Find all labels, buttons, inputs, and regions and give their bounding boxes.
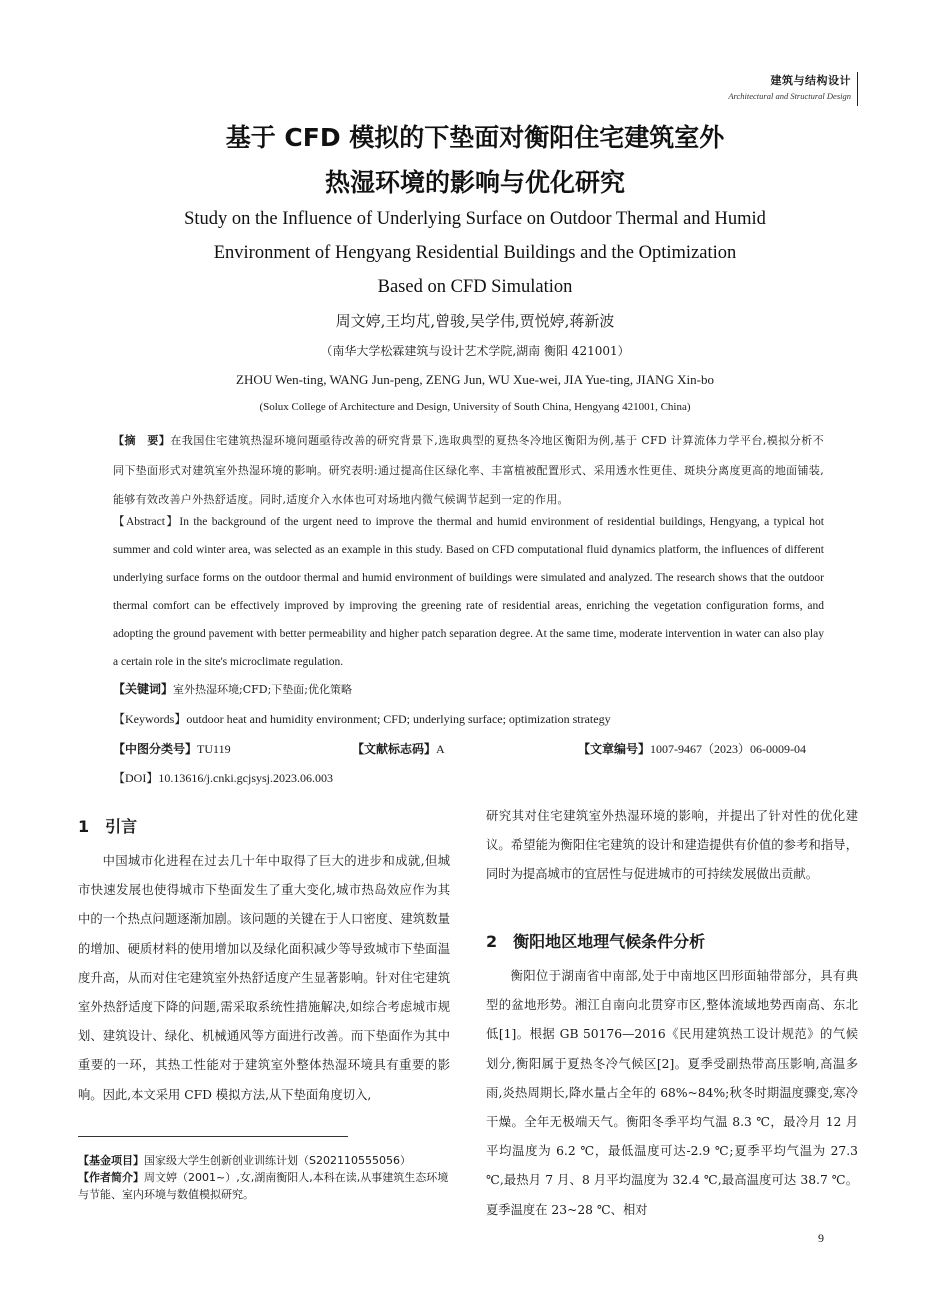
article-number (578, 740, 806, 757)
author-bio-text: 周文婷（2001~）,女,湖南衡阳人,本科在读,从事建筑生态环境与节能、室内环境与数值模拟研究。 (78, 1171, 449, 1201)
footnote-rule (78, 1136, 348, 1137)
abstract-en (113, 508, 824, 676)
classification-label: 【中图分类号】 (113, 742, 198, 756)
authors-en: ZHOU Wen-ting, WANG Jun-peng, ZENG Jun, WU Xue-wei, JIA Yue-ting, JIANG Xin-bo (236, 372, 714, 387)
document-code (352, 740, 445, 757)
article-number-label: 【文章编号】 (578, 742, 651, 756)
abstract-en-text: In the background of the urgent need to improve the thermal and humid environment of residential buildings, Hengyang, a typical hot summer and cold winter area, was selected as an example in this study. Based on CFD computational fluid dynamics platform, the influences of different underlying surface forms on the outdoor thermal and humid environment of buildings were simulated and analyzed. The research shows that the outdoor thermal comfort can be effectively improved by improving the greening rate of residential areas, enriching the vegetation configuration forms, and adopting the ground pavement with better permeability and higher patch separation degree. At the same time, moderate intervention in water can also play a certain role in the site's microclimate regulation. (113, 516, 824, 668)
document-code-value: A (436, 742, 445, 756)
abstract-cn-label: 【摘 要】 (113, 434, 171, 447)
classification-number (113, 740, 231, 757)
abstract-cn-text: 在我国住宅建筑热湿环境问题亟待改善的研究背景下,选取典型的夏热冬冷地区衡阳为例,基于 CFD 计算流体力学平台,模拟分析不同下垫面形式对建筑室外热湿环境的影响。研究表明:通过提高住区绿化率、丰富植被配置形式、采用透水性更佳、斑块分离度更高的地面铺装,能够有效改善户外热舒适度。同时,适度介入水体也可对场地内微气候调节起到一定的作用。 (113, 434, 824, 506)
section-1-heading: 1 引言 (78, 817, 138, 836)
footnotes (78, 1152, 456, 1203)
section-2-heading: 2 衡阳地区地理气候条件分析 (486, 932, 706, 951)
section-1-continuation-paragraph: 研究其对住宅建筑室外热湿环境的影响，并提出了针对性的优化建议。希望能为衡阳住宅建筑的设计和建造提供有价值的参考和指导，同时为提高城市的宜居性与促进城市的可持续发展做出贡献。 (486, 809, 858, 882)
title-cn-line-2: 热湿环境的影响与优化研究 (324, 168, 625, 197)
doi-label: 【DOI】 (113, 771, 159, 785)
title-cn-line-1: 基于 CFD 模拟的下垫面对衡阳住宅建筑室外 (225, 123, 725, 152)
section-2-body (486, 962, 858, 1225)
keywords-cn-text: 室外热湿环境;CFD;下垫面;优化策略 (173, 683, 353, 696)
keywords-cn (113, 680, 352, 697)
keywords-cn-label: 【关键词】 (113, 682, 174, 696)
keywords-en (113, 710, 611, 727)
doi-value: 10.13616/j.cnki.gcjsysj.2023.06.003 (158, 771, 334, 785)
running-header (728, 72, 858, 106)
title-en-line-2: Environment of Hengyang Residential Buildings and the Optimization (213, 243, 737, 263)
journal-name-cn: 建筑与结构设计 (770, 74, 851, 87)
section-1-body (78, 847, 450, 1110)
keywords-en-label: 【Keywords】 (113, 712, 187, 726)
affiliation-en: (Solux College of Architecture and Design, University of South China, Hengyang 421001, China) (259, 401, 691, 413)
section-1-continuation (486, 802, 858, 890)
fund-label: 【基金项目】 (78, 1154, 144, 1167)
abstract-en-label: 【Abstract】 (113, 516, 180, 528)
page-number: 9 (818, 1231, 824, 1245)
affiliation-cn: （南华大学松霖建筑与设计艺术学院,湖南 衡阳 421001） (320, 344, 630, 358)
section-2-paragraph: 衡阳位于湖南省中南部,处于中南地区凹形面轴带部分，具有典型的盆地形势。湘江自南向北贯穿市区,整体流域地势西南高、东北低[1]。根据 GB 50176—2016《民用建筑热工设计规范》的气候划分,衡阳属于夏热冬冷气候区[2]。夏季受副热带高压影响,高温多雨,炎热周期长,降水量占全年的 68%~84%;秋冬时期温度骤变,寒冷干燥。全年无极端天气。衡阳冬季平均气温 8.3 ℃，最冷月 12 月平均温度为 6.2 ℃，最低温度可达-2.9 ℃;夏季平均气温为 27.3 ℃,最热月 7 月、8 月平均温度为 32.4 ℃,最高温度可达 38.7 ℃。夏季温度在 23~28 ℃、相对 (486, 969, 858, 1217)
section-1-paragraph: 中国城市化进程在过去几十年中取得了巨大的进步和成就,但城市快速发展也使得城市下垫面发生了重大变化,城市热岛效应作为其中的一个热点问题逐渐加剧。该问题的关键在于人口密度、建筑数量的增加、硬质材料的使用增加以及绿化面积减少等导致城市下垫面温度升高，从而对住宅建筑室外热舒适度产生显著影响。针对住宅建筑室外热舒适度下降的问题,需采取系统性措施解决,如综合考虑城市规划、建筑设计、绿化、机械通风等方面进行改善。而下垫面作为其中重要的一环，其热工性能对于建筑室外整体热湿环境具有重要的影响。因此,本文采用 CFD 模拟方法,从下垫面角度切入, (78, 854, 450, 1102)
title-en-line-1: Study on the Influence of Underlying Surface on Outdoor Thermal and Humid (184, 209, 766, 229)
keywords-en-text: outdoor heat and humidity environment; CFD; underlying surface; optimization strategy (186, 712, 611, 726)
title-en-line-3: Based on CFD Simulation (377, 277, 573, 297)
article-number-value: 1007-9467（2023）06-0009-04 (650, 742, 807, 756)
author-bio-label: 【作者简介】 (78, 1171, 144, 1184)
doi (113, 769, 333, 786)
classification-value: TU119 (197, 742, 231, 756)
authors-cn: 周文婷,王均芃,曾骏,吴学伟,贾悦婷,蒋新波 (335, 312, 615, 330)
document-code-label: 【文献标志码】 (352, 742, 437, 756)
abstract-cn (113, 426, 824, 515)
journal-name-en: Architectural and Structural Design (728, 91, 851, 101)
fund-text: 国家级大学生创新创业训练计划（S202110555056） (144, 1154, 411, 1167)
